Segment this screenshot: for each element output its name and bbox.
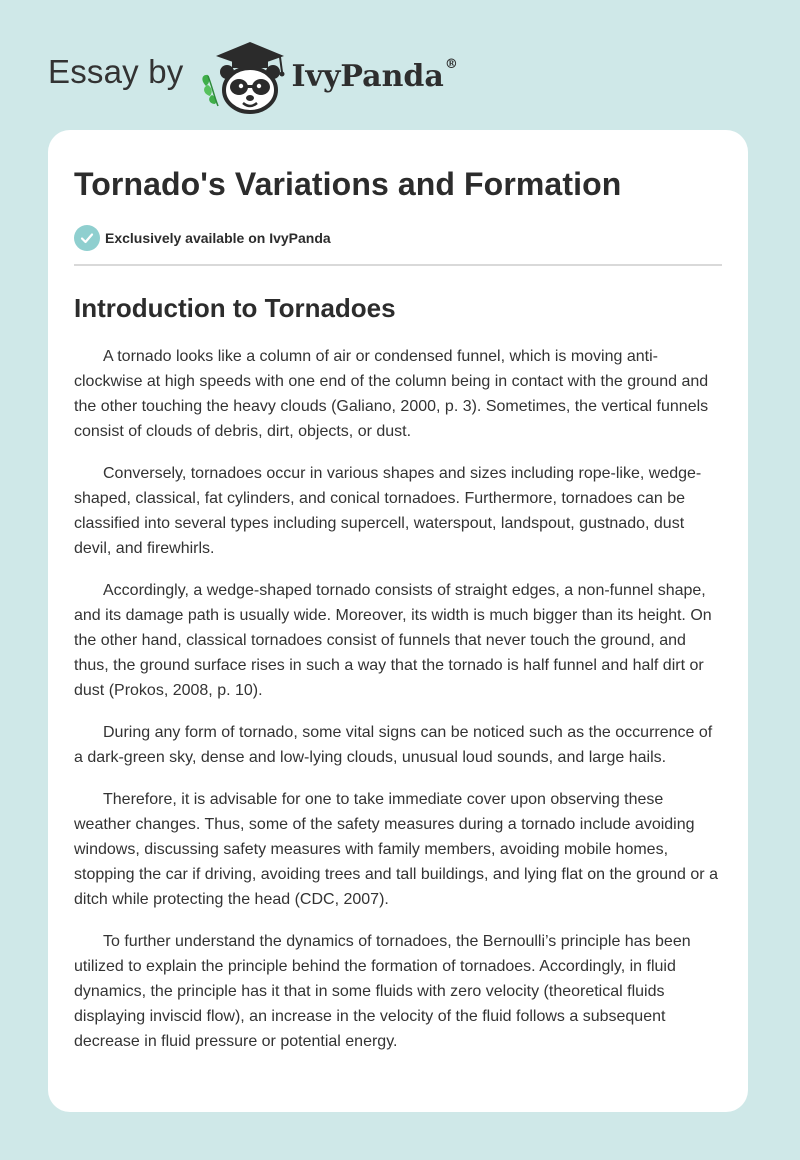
paragraph: A tornado looks like a column of air or condensed funnel, which is moving anti-clockwise at high speeds with one end of the column being in contact with the ground and the other touching the heavy clouds (Galiano, 2000, p. 3). Sometimes, the vertical funnels consist of clouds of debris, dirt, objects, or dust. <box>74 348 709 440</box>
panda-graduate-icon[interactable] <box>198 34 290 114</box>
paragraph: During any form of tornado, some vital signs can be noticed such as the occurrence of a dark-green sky, dense and low-lying clouds, unusual loud sounds, and large hails. <box>74 724 713 766</box>
essay-card <box>48 130 748 1112</box>
brand-label: IvyPanda <box>291 58 444 94</box>
page-title: Tornado's Variations and Formation <box>74 166 622 202</box>
essay-body <box>74 344 722 1054</box>
essay-by-label: Essay by <box>48 53 184 90</box>
section-heading: Introduction to Tornadoes <box>74 293 396 323</box>
site-header <box>48 34 458 114</box>
divider <box>74 264 722 266</box>
paragraph: Accordingly, a wedge-shaped tornado consists of straight edges, a non-funnel shape, and its damage path is usually wide. Moreover, its width is much bigger than its height. On the other hand, classical tornadoes consist of funnels that never touch the ground, and thus, the ground surface rises in such a way that the tornado is half funnel and half dirt or dust (Prokos, 2008, p. 10). <box>74 582 712 699</box>
exclusive-badge <box>74 225 722 251</box>
paragraph: Therefore, it is advisable for one to take immediate cover upon observing these weather changes. Thus, some of the safety measures during a tornado include avoiding windows, discussing safety measures with family members, avoiding mobile homes, stopping the car if driving, avoiding trees and tall buildings, and lying flat on the ground or a ditch while protecting the head (CDC, 2007). <box>74 791 718 908</box>
check-icon <box>74 225 100 251</box>
brand-name[interactable] <box>291 56 458 94</box>
exclusive-badge-label: Exclusively available on IvyPanda <box>105 230 331 246</box>
paragraph: To further understand the dynamics of tornadoes, the Bernoulli’s principle has been utilized to explain the principle behind the formation of tornadoes. Accordingly, in fluid dynamics, the principle has it that in some fluids with zero velocity (theoretical fluids displaying inviscid flow), an increase in the velocity of the fluid follows a subsequent decrease in fluid pressure or potential energy. <box>74 933 691 1050</box>
paragraph: Conversely, tornadoes occur in various shapes and sizes including rope-like, wedge-shaped, classical, fat cylinders, and conical tornadoes. Furthermore, tornadoes can be classified into several types including supercell, waterspout, landspout, gustnado, dust devil, and firewhirls. <box>74 465 702 557</box>
registered-mark: ® <box>444 56 458 72</box>
